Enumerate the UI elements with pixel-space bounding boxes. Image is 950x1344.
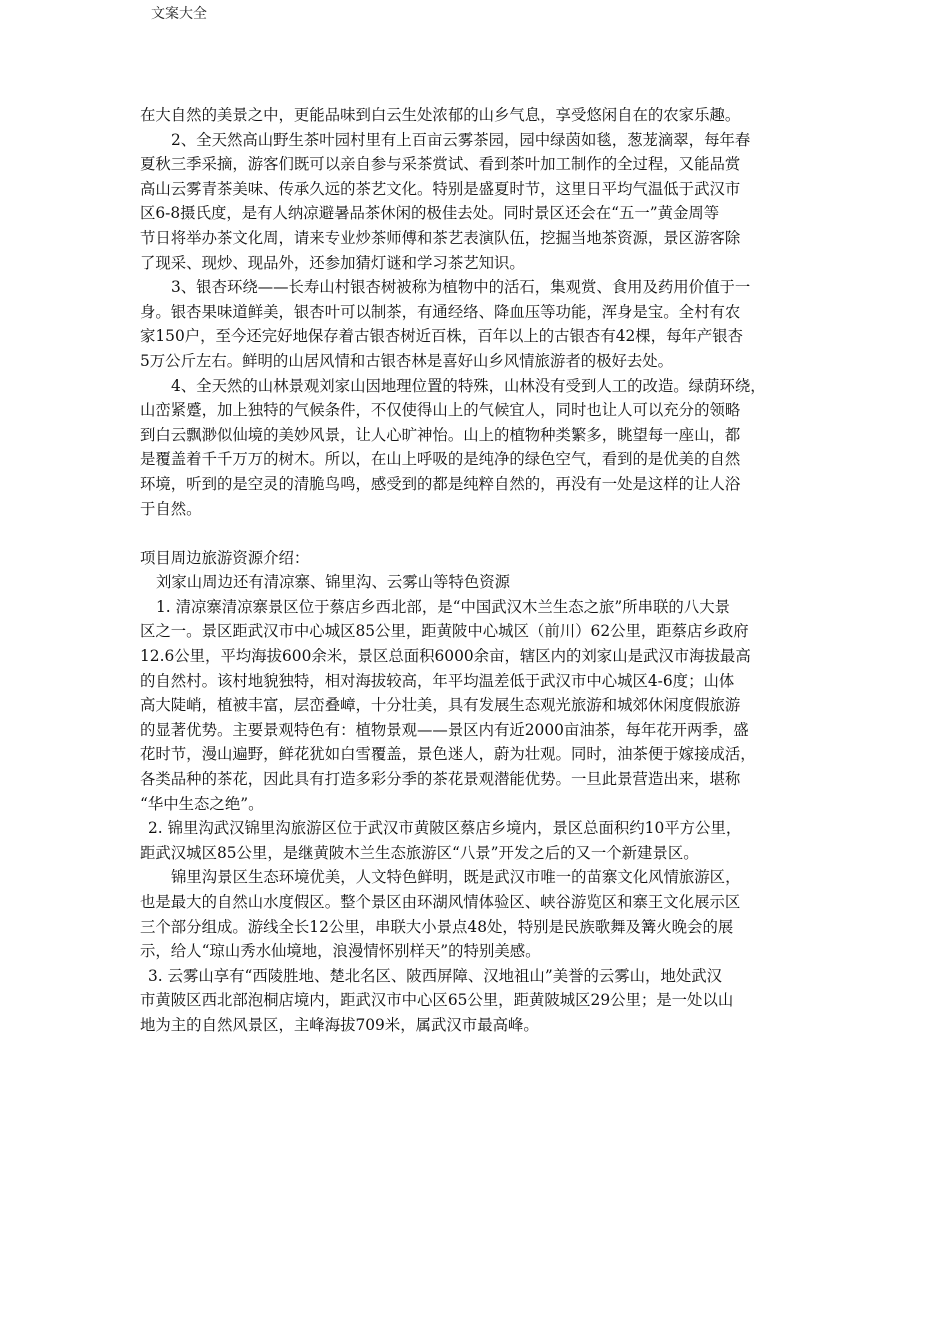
blank-line bbox=[140, 521, 816, 546]
text-line: 锦里沟景区生态环境优美，人文特色鲜明，既是武汉市唯一的苗寨文化风情旅游区， bbox=[171, 868, 741, 887]
text-line: 高山云雾青茶美味、传承久远的茶艺文化。特别是盛夏时节，这里日平均气温低于武汉市 bbox=[140, 179, 741, 198]
text-line: 距武汉城区85公里，是继黄陂木兰生态旅游区“八景”开发之后的又一个新建景区。 bbox=[140, 843, 699, 862]
text-line: 在大自然的美景之中，更能品味到白云生处浓郁的山乡气息，享受悠闲自在的农家乐趣。 bbox=[140, 106, 741, 124]
text-line: 地为主的自然风景区，主峰海拔709米，属武汉市最高峰。 bbox=[140, 1015, 539, 1034]
text-line: 刘家山周边还有清凉寨、锦里沟、云雾山等特色资源 bbox=[156, 573, 510, 592]
text-line: 2、全天然高山野生茶叶园村里有上百亩云雾茶园，园中绿茵如毯，葱茏滴翠，每年春 bbox=[171, 130, 751, 149]
text-line: “华中生态之绝”。 bbox=[140, 794, 264, 813]
paragraph bbox=[140, 865, 816, 963]
text-line: 身。银杏果味道鲜美，银杏叶可以制茶，有通经络、降血压等功能，浑身是宝。全村有农 bbox=[140, 302, 741, 321]
text-line: 市黄陂区西北部泡桐店境内，距武汉市中心区65公里，距黄陂城区29公里；是一处以山 bbox=[140, 991, 734, 1010]
text-line: 12.6公里，平均海拔600余米，景区总面积6000余亩，辖区内的刘家山是武汉市海拔最高 bbox=[140, 647, 751, 666]
paragraph bbox=[140, 816, 816, 865]
text-line: 花时节，漫山遍野，鲜花犹如白雪覆盖，景色迷人，蔚为壮观。同时，油茶便于嫁接成活， bbox=[140, 745, 756, 764]
text-line: 各类品种的茶花，因此具有打造多彩分季的茶花景观潜能优势。一旦此景营造出来，堪称 bbox=[140, 770, 741, 789]
text-line: 夏秋三季采摘，游客们既可以亲自参与采茶赏试、看到茶叶加工制作的全过程，又能品赏 bbox=[140, 155, 741, 174]
text-line: 是覆盖着千千万万的树木。所以，在山上呼吸的是纯净的绿色空气，看到的是优美的自然 bbox=[140, 450, 741, 469]
document-body bbox=[140, 103, 816, 1038]
paragraph bbox=[140, 546, 816, 571]
text-line: 的自然村。该村地貌独特，相对海拔较高，年平均温差低于武汉市中心城区4-6度；山体 bbox=[140, 671, 735, 690]
text-line: 3、银杏环绕——长寿山村银杏树被称为植物中的活石，集观赏、食用及药用价值于一 bbox=[171, 278, 751, 297]
text-line: 4、全天然的山林景观刘家山因地理位置的特殊，山林没有受到人工的改造。绿荫环绕， bbox=[171, 376, 766, 395]
paragraph bbox=[140, 275, 816, 373]
text-line: 3. 云雾山享有“西陵胜地、楚北名区、陂西屏障、汉地祖山”美誉的云雾山，地处武汉 bbox=[148, 966, 722, 985]
text-line: 项目周边旅游资源介绍： bbox=[140, 548, 310, 567]
text-line: 山峦紧蹙，加上独特的气候条件，不仅使得山上的气候宜人，同时也让人可以充分的领略 bbox=[140, 401, 741, 420]
text-line: 2. 锦里沟武汉锦里沟旅游区位于武汉市黄陂区蔡店乡境内，景区总面积约10平方公里， bbox=[148, 819, 742, 838]
paragraph bbox=[140, 374, 816, 522]
text-line: 节日将举办茶文化周，请来专业炒茶师傅和茶艺表演队伍，挖掘当地茶资源，景区游客除 bbox=[140, 228, 741, 247]
paragraph bbox=[140, 964, 816, 1038]
text-line: 区之一。景区距武汉市中心城区85公里，距黄陂中心城区（前川）62公里，距蔡店乡政府 bbox=[140, 622, 749, 641]
paragraph bbox=[140, 103, 816, 128]
text-line: 的显著优势。主要景观特色有：植物景观——景区内有近2000亩油茶，每年花开两季，盛 bbox=[140, 720, 749, 739]
text-line: 到白云飘渺似仙境的美妙风景，让人心旷神怡。山上的植物种类繁多，眺望每一座山，都 bbox=[140, 425, 741, 444]
text-line: 高大陡峭，植被丰富，层峦叠嶂，十分壮美，具有发展生态观光旅游和城郊休闲度假旅游 bbox=[140, 696, 741, 715]
text-line: 1. 清凉寨清凉寨景区位于蔡店乡西北部，是“中国武汉木兰生态之旅”所串联的八大景 bbox=[156, 597, 730, 616]
text-line: 环境，听到的是空灵的清脆鸟鸣，感受到的都是纯粹自然的，再没有一处是这样的让人浴 bbox=[140, 474, 741, 493]
paragraph bbox=[140, 570, 816, 595]
text-line: 区6-8摄氏度，是有人纳凉避暑品茶休闲的极佳去处。同时景区还会在“五一”黄金周等 bbox=[140, 204, 720, 223]
text-line: 5万公斤左右。鲜明的山居风情和古银杏林是喜好山乡风情旅游者的极好去处。 bbox=[140, 351, 674, 370]
paragraph bbox=[140, 128, 816, 276]
text-line: 了现采、现炒、现品外，还参加猜灯谜和学习茶艺知识。 bbox=[140, 253, 525, 272]
text-line: 示，给人“琼山秀水仙境地，浪漫情怀别样天”的特别美感。 bbox=[140, 942, 541, 961]
page-header: 文案大全 bbox=[151, 6, 207, 22]
paragraph bbox=[140, 595, 816, 816]
text-line: 于自然。 bbox=[140, 499, 202, 518]
text-line: 三个部分组成。游线全长12公里，串联大小景点48处，特别是民族歌舞及篝火晚会的展 bbox=[140, 917, 734, 936]
text-line: 家150户，至今还完好地保存着古银杏树近百株，百年以上的古银杏有42棵，每年产银杏 bbox=[140, 327, 744, 346]
text-line: 也是最大的自然山水度假区。整个景区由环湖风情体验区、峡谷游览区和寨王文化展示区 bbox=[140, 893, 741, 911]
